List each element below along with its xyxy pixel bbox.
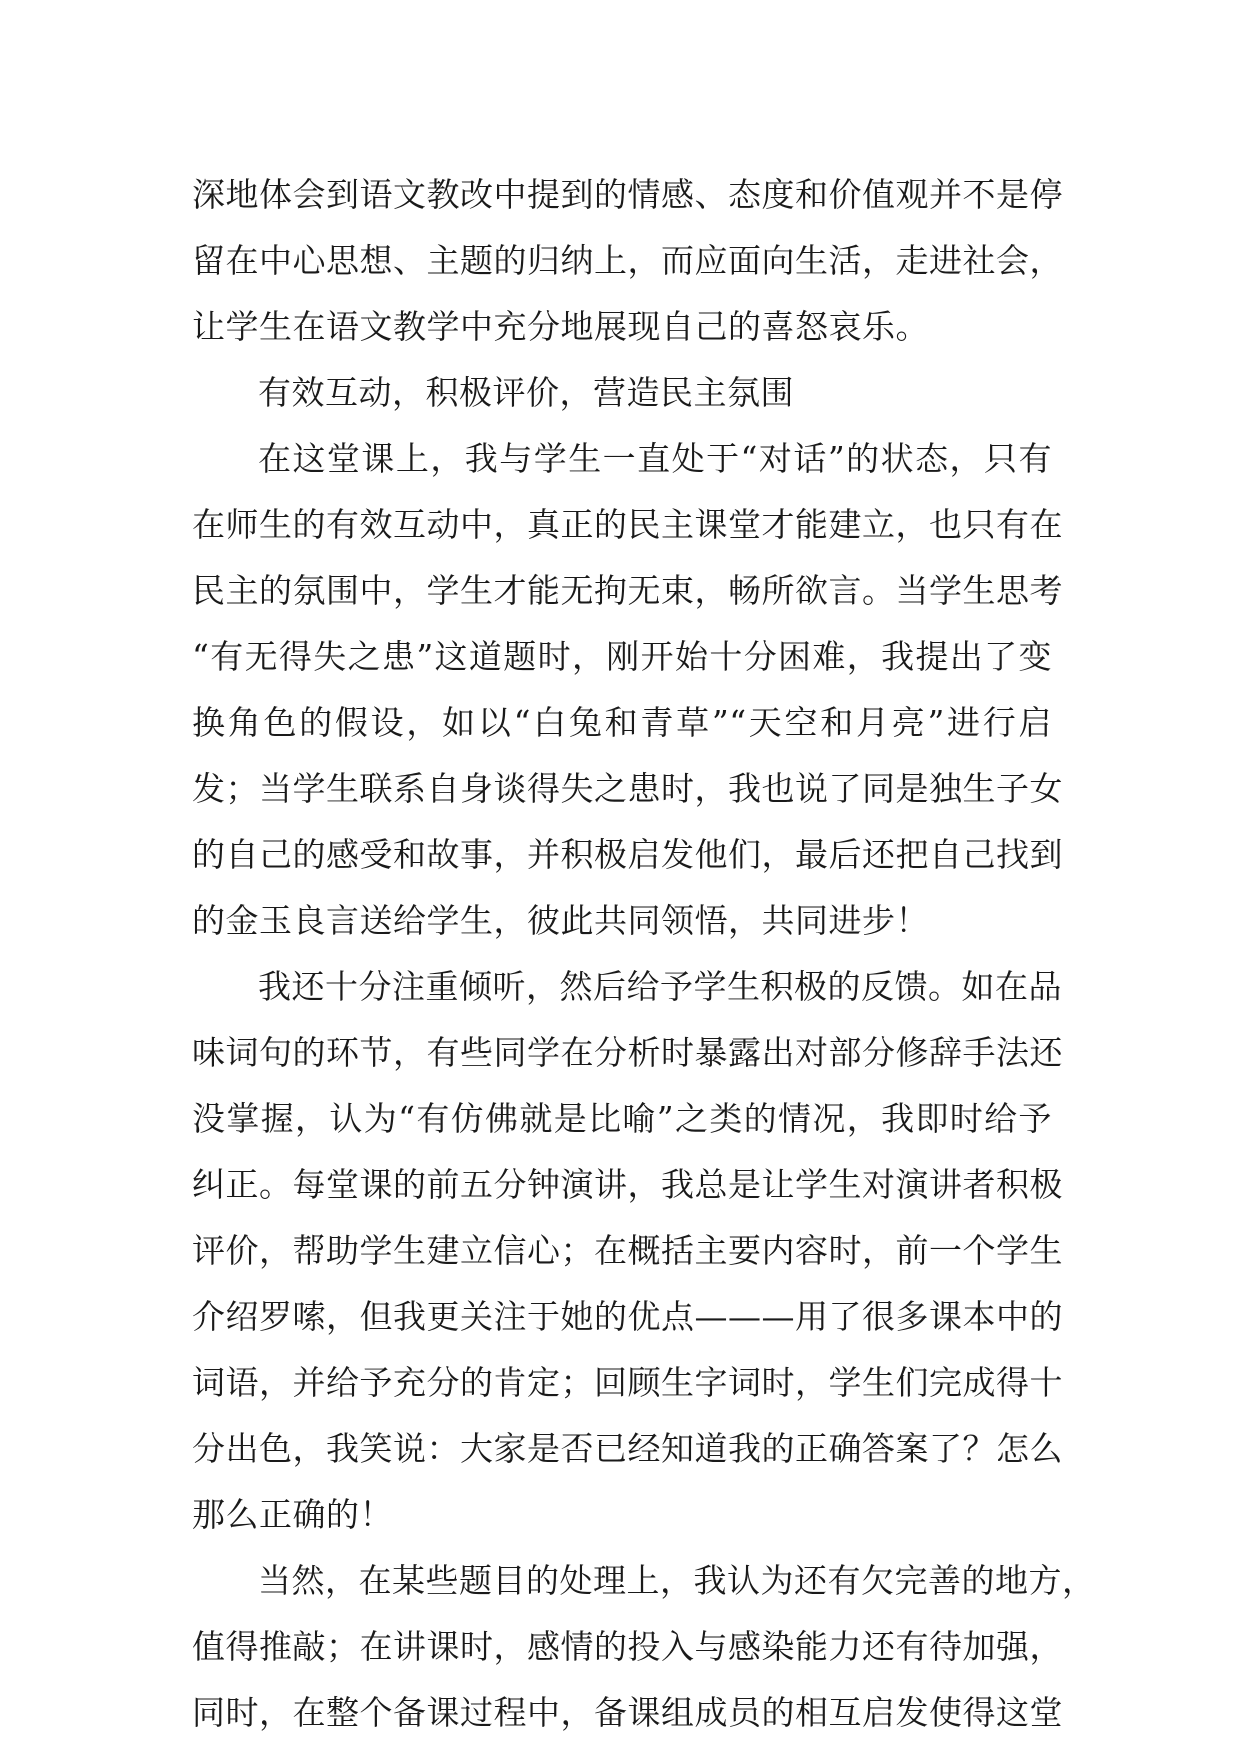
text-line: 评价，帮助学生建立信心；在概括主要内容时，前一个学生 [192,1231,1063,1270]
body-text [192,162,1096,1746]
text-line: 的金玉良言送给学生，彼此共同领悟，共同进步！ [192,901,929,940]
text-line: 味词句的环节，有些同学在分析时暴露出对部分修辞手法还 [192,1033,1063,1072]
text-line: 在师生的有效互动中，真正的民主课堂才能建立，也只有在 [192,505,1063,544]
text-line: 的自己的感受和故事，并积极启发他们，最后还把自己找到 [192,835,1063,874]
text-line: 词语，并给予充分的肯定；回顾生字词时，学生们完成得十 [192,1363,1063,1402]
text-line: 分出色，我笑说：大家是否已经知道我的正确答案了？怎么 [192,1429,1063,1468]
text-line: 让学生在语文教学中充分地展现自己的喜怒哀乐。 [192,307,929,346]
text-line: 没掌握，认为“有仿佛就是比喻”之类的情况，我即时给予 [192,1099,1052,1138]
text-line: 留在中心思想、主题的归纳上，而应面向生活，走进社会， [192,241,1063,280]
text-line: 介绍罗嗦，但我更关注于她的优点———用了很多课本中的 [192,1297,1063,1336]
text-line: 深地体会到语文教改中提到的情感、态度和价值观并不是停 [192,175,1063,214]
text-line: “有无得失之患”这道题时，刚开始十分困难，我提出了变 [192,637,1052,676]
text-line: 我还十分注重倾听，然后给予学生积极的反馈。如在品 [258,967,1062,1006]
text-line: 民主的氛围中，学生才能无拘无束，畅所欲言。当学生思考 [192,571,1063,610]
text-line: 换角色的假设，如以“白兔和青草”“天空和月亮”进行启 [192,703,1052,742]
text-line: 有效互动，积极评价，营造民主氛围 [258,373,794,412]
text-line: 纠正。每堂课的前五分钟演讲，我总是让学生对演讲者积极 [192,1165,1063,1204]
text-line: 在这堂课上，我与学生一直处于“对话”的状态，只有 [258,439,1052,478]
text-line: 发；当学生联系自身谈得失之患时，我也说了同是独生子女 [192,769,1063,808]
text-line: 同时，在整个备课过程中，备课组成员的相互启发使得这堂 [192,1693,1063,1732]
text-line: 那么正确的！ [192,1495,393,1534]
text-line: 当然，在某些题目的处理上，我认为还有欠完善的地方， [258,1561,1096,1600]
text-line: 值得推敲；在讲课时，感情的投入与感染能力还有待加强， [192,1627,1063,1666]
